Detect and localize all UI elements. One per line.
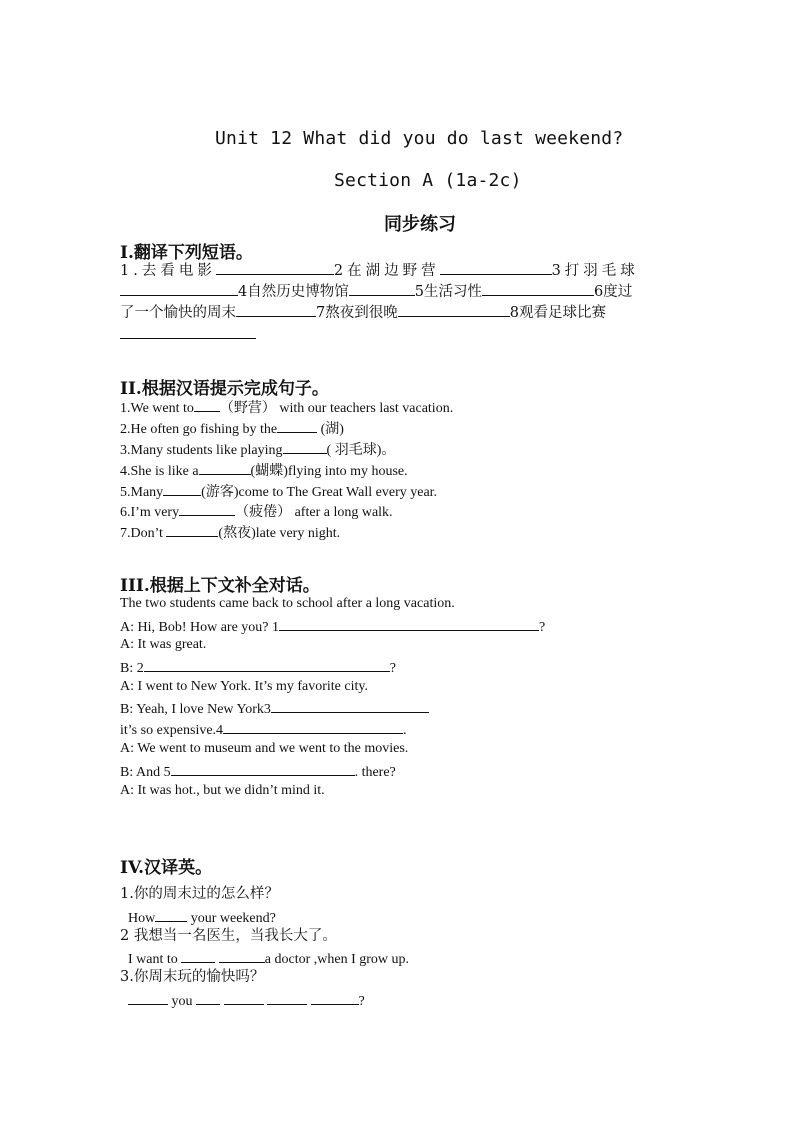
part1-row1: 1.去看电影 2在湖边野营 3打羽毛球: [120, 260, 639, 281]
blank-7[interactable]: [398, 302, 510, 317]
question-3: 3.你周末玩的愉快吗？: [120, 969, 265, 985]
question-1: 1.你的周末过的怎么样？: [120, 886, 279, 902]
part1-row3: 了一个愉快的周末 7熬夜到很晚 8观看足球比赛: [120, 302, 606, 323]
section-subtitle: Section A (1a-2c): [334, 170, 522, 191]
dialog-line-3: B: 2 ?: [120, 657, 396, 678]
sentence-6: 6.I’m very （疲倦） after a long walk.: [120, 501, 393, 522]
dialog-line-4: A: I went to New York. It’s my favorite city.: [120, 679, 368, 694]
dialog-line-1: A: Hi, Bob! How are you? 1 ?: [120, 616, 545, 637]
part3-heading: III.根据上下文补全对话。: [120, 576, 320, 596]
dialog-intro: The two students came back to school after a long vacation.: [120, 596, 455, 611]
dialog-line-6: it’s so expensive.4 .: [120, 719, 407, 740]
sentence-2: 2.He often go fishing by the (湖): [120, 418, 344, 439]
blank-4[interactable]: [349, 281, 415, 296]
answer-3: you ?: [128, 990, 365, 1011]
blank-2[interactable]: [440, 260, 552, 275]
part4-heading: IV.汉译英。: [120, 858, 213, 878]
sentence-1: 1.We went to （野营） with our teachers last vacation.: [120, 397, 453, 418]
sentence-7: 7.Don’t (熬夜)late very night.: [120, 522, 340, 543]
sentence-5: 5.Many (游客)come to The Great Wall every year.: [120, 481, 437, 502]
part1-row2: 4自然历史博物馆 5生活习性 6度过: [120, 281, 632, 302]
blank-1[interactable]: [216, 260, 334, 275]
blank-5[interactable]: [482, 281, 594, 296]
blank-8[interactable]: [120, 338, 256, 339]
page-title: Unit 12 What did you do last weekend?: [215, 128, 624, 149]
blank-6[interactable]: [236, 302, 316, 317]
dialog-line-5: B: Yeah, I love New York3: [120, 698, 429, 719]
blank-3[interactable]: [120, 281, 238, 296]
answer-2: I want to a doctor ,when I grow up.: [128, 948, 409, 969]
question-2: 2 我想当一名医生，当我长大了。: [120, 928, 337, 944]
answer-1: How your weekend?: [128, 907, 276, 928]
part1-heading: I.翻译下列短语。: [120, 243, 253, 263]
dialog-line-7: A: We went to museum and we went to the movies.: [120, 741, 409, 756]
dialog-line-9: A: It was hot., but we didn’t mind it.: [120, 783, 325, 798]
sentence-3: 3.Many students like playing ( 羽毛球)。: [120, 439, 395, 460]
dialog-line-8: B: And 5 . there?: [120, 761, 396, 782]
dialog-line-2: A: It was great.: [120, 637, 207, 652]
sentence-4: 4.She is like a (蝴蝶)flying into my house.: [120, 460, 408, 481]
practice-heading: 同步练习: [384, 214, 456, 235]
part2-heading: II.根据汉语提示完成句子。: [120, 379, 329, 399]
